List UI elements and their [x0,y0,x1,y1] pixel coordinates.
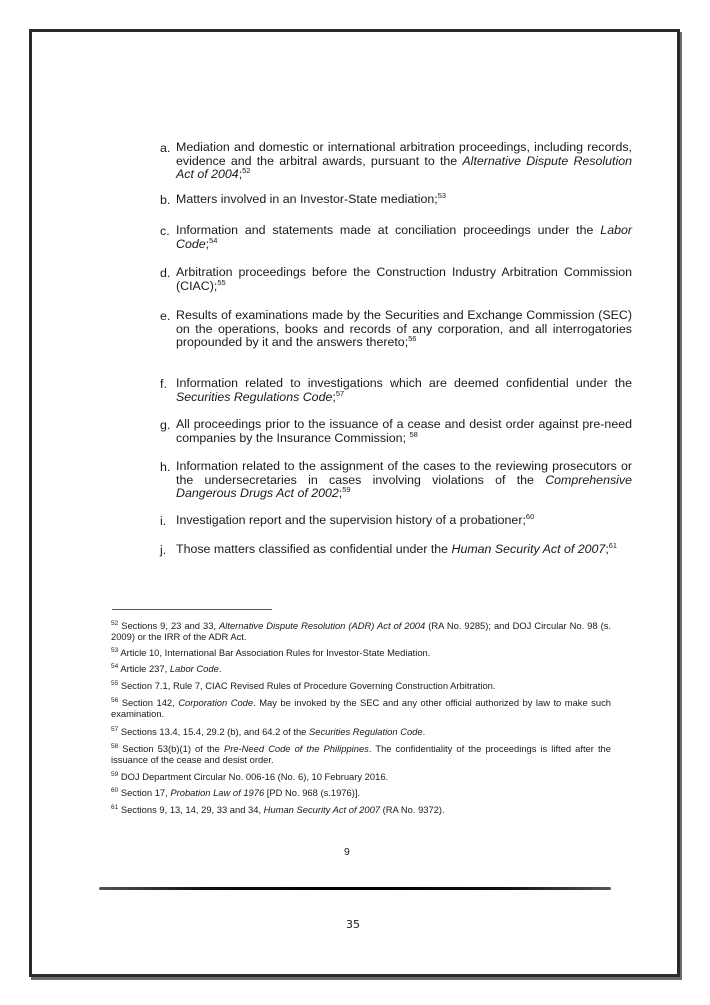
list-item-text: Results of examinations made by the Securities and Exchange Commission (SEC) on the operations, books and records of any corporation, and all interrogatories propounded by it and the answers thereto;$^{56}$ [176,308,632,350]
list-marker: f. [160,377,167,391]
footnote-55: $^{55}$ Section 7.1, Rule 7, CIAC Revised Rules of Procedure Governing Construction Arbitration. [111,679,496,691]
list-item-text: Information related to investigations which are deemed confidential under the Securities Regulations Code;$^{57}$ [176,376,632,404]
list-item-text: All proceedings prior to the issuance of a cease and desist order against pre-need companies by the Insurance Commission; $^{58}$ [176,417,632,445]
footnote-ref: 60 [525,511,535,521]
footnote-ref: 59 [342,485,351,495]
footnote-ref: 52 [242,166,251,176]
footer-rule [99,887,611,890]
footnote-52: $^{52}$ Sections 9, 23 and 33, Alternative Dispute Resolution (ADR) Act of 2004 (RA No. 9285); and DOJ Circular No. 98 (s. 2009) or the IRR of the ADR Act. [111,619,612,642]
list-marker: a. [160,141,171,155]
footnote-56: $^{56}$ Section 142, Corporation Code. May be invoked by the SEC and any other official authorized by law to make such examination. [111,696,611,719]
list-marker: h. [160,460,171,474]
document-page-number: 35 [346,918,360,931]
list-marker: c. [160,224,170,238]
footnote-58: $^{58}$ Section 53(b)(1) of the Pre-Need Code of the Philippines. The confidentiality of the proceedings is lifted after the issuance of the cease and desist order. [111,742,611,765]
footnote-57: $^{57}$ Sections 13.4, 15.4, 29.2 (b), and 64.2 of the Securities Regulation Code. [111,725,426,737]
list-item-text: Information related to the assignment of the cases to the reviewing prosecutors or the undersecretaries in cases involving violations of the Comprehensive Dangerous Drugs Act of 2002;$^{59}$ [176,459,632,501]
list-marker: d. [160,266,171,280]
list-item-text: Matters involved in an Investor-State mediation;$^{53}$ [176,190,447,206]
footnote-53: $^{53}$ Article 10, International Bar Association Rules for Investor-State Mediation. [111,646,431,658]
footnote-separator [112,609,272,610]
footnote-ref: 55 [217,277,226,287]
footnote-ref: 54 [209,235,218,245]
list-item-text: Information and statements made at conciliation proceedings under the Labor Code;$^{54}$ [176,223,632,251]
list-marker: e. [160,309,171,323]
list-marker: i. [160,514,167,528]
footnote-61: $^{61}$ Sections 9, 13, 14, 29, 33 and 34, Human Security Act of 2007 (RA No. 9372). [111,803,445,815]
footnote-ref: 57 [335,388,345,398]
footnote-60: $^{60}$ Section 17, Probation Law of 1976 [PD No. 968 (s.1976)]. [111,786,361,798]
footnote-ref: 53 [437,190,447,200]
list-marker: b. [160,193,171,207]
footnote-54: $^{54}$ Article 237, Labor Code. [111,662,222,674]
list-item-text: Investigation report and the supervision history of a probationer;$^{60}$ [176,511,535,527]
list-item-text: Arbitration proceedings before the Construction Industry Arbitration Commission (CIAC);$^{55}$ [176,265,632,293]
list-marker: j. [160,543,167,557]
footnote-ref: 58 [409,429,418,439]
list-item-text: Mediation and domestic or international arbitration proceedings, including records, evidence and the arbitral awards, pursuant to the Alternative Dispute Resolution Act of 2004;$^{52}$ [176,140,632,182]
list-item-text: Those matters classified as confidential under the Human Security Act of 2007;$^{61}$ [176,540,618,556]
list-marker: g. [160,418,171,432]
inner-page-number: 9 [344,846,350,858]
footnote-ref: 56 [408,334,417,344]
footnote-ref: 61 [608,540,618,550]
footnote-59: $^{59}$ DOJ Department Circular No. 006-16 (No. 6), 10 February 2016. [111,770,389,782]
